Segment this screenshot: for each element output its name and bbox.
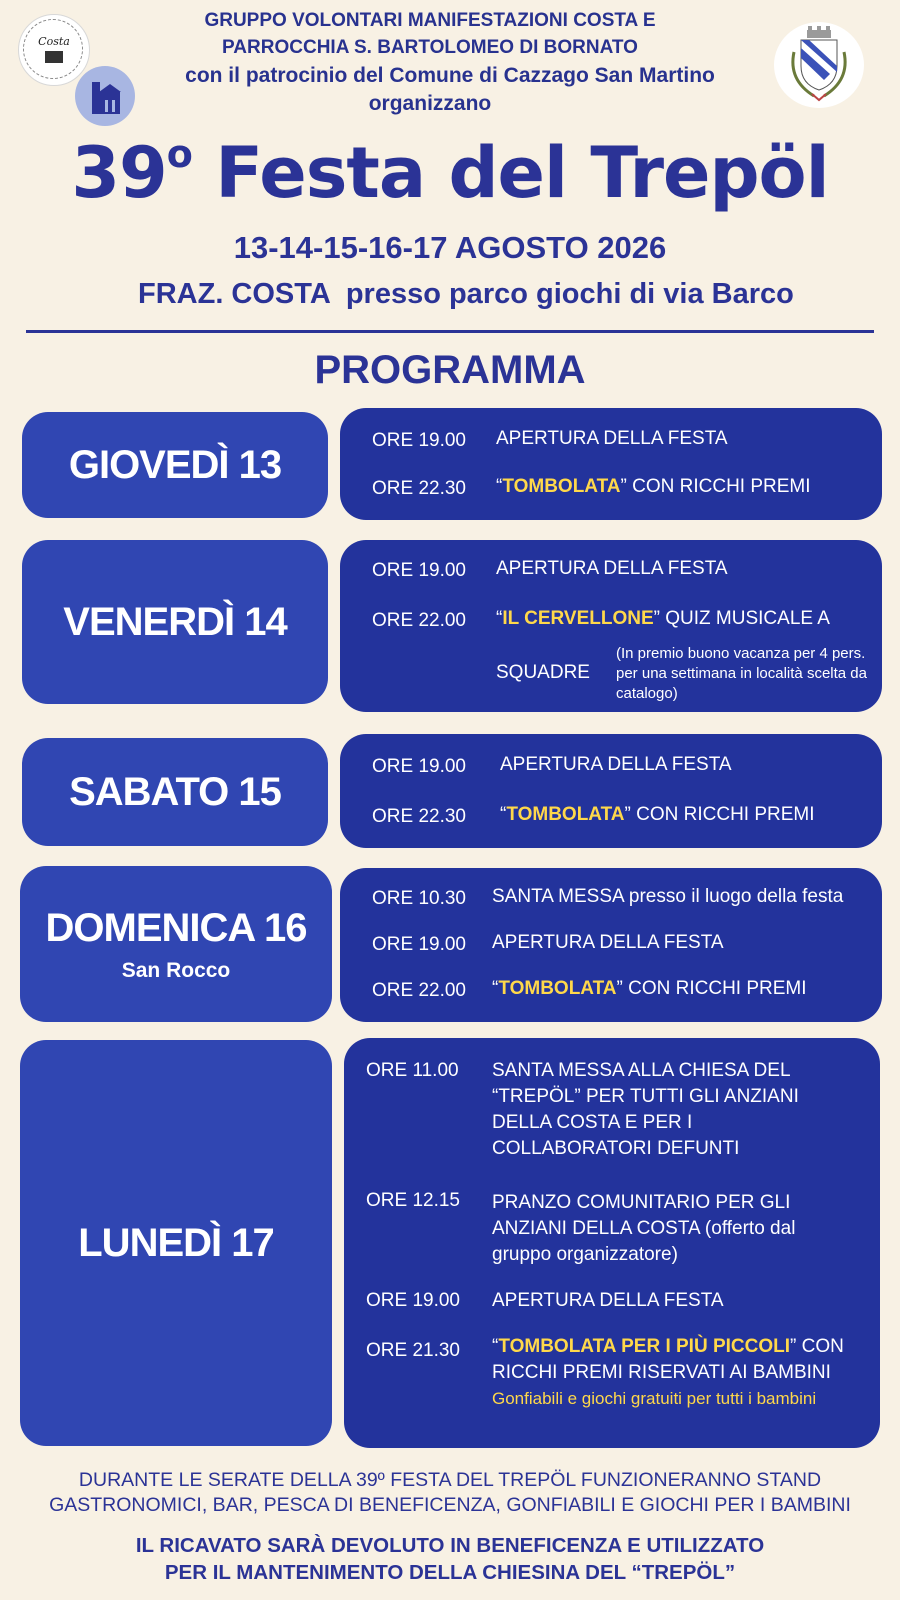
event-text: APERTURA DELLA FESTA [492, 932, 724, 953]
event-time: ORE 22.00 [372, 980, 466, 1001]
organizer-line-1: GRUPPO VOLONTARI MANIFESTAZIONI COSTA E [204, 10, 656, 31]
title-ordinal: o [166, 132, 192, 176]
events-box-giovedi [340, 408, 882, 520]
event-time: ORE 12.15 [366, 1190, 460, 1211]
footer-info: DURANTE LE SERATE DELLA 39º FESTA DEL TREPÖL FUNZIONERANNO STAND GASTRONOMICI, BAR, PESCA DI BENEFICENZA, GONFIABILI E GIOCHI PER I BAMBINI [49, 1469, 851, 1516]
event-time: ORE 19.00 [372, 430, 466, 451]
programma-heading: PROGRAMMA [314, 348, 586, 392]
highlight-tombolata: TOMBOLATA [506, 804, 625, 825]
event-time: ORE 19.00 [372, 934, 466, 955]
event-time: ORE 22.30 [372, 806, 466, 827]
organizzano-line: organizzano [368, 92, 492, 115]
day-box-domenica [20, 866, 332, 1022]
highlight-tombolata: TOMBOLATA [498, 1336, 616, 1357]
day-name: DOMENICA 16 [45, 905, 307, 950]
patronage-line: con il patrocinio del Comune di Cazzago San Martino [185, 64, 715, 87]
event-text: “IL CERVELLONE” QUIZ MUSICALE A [496, 608, 830, 629]
day-name: VENERDÌ 14 [63, 599, 287, 644]
event-text: APERTURA DELLA FESTA [492, 1290, 724, 1311]
footer-charity: IL RICAVATO SARÀ DEVOLUTO IN BENEFICENZA E UTILIZZATO PER IL MANTENIMENTO DELLA CHIESINA DEL “TREPÖL” [135, 1534, 765, 1584]
event-time: ORE 22.00 [372, 610, 466, 631]
title-text: Festa del Trepöl [215, 132, 829, 214]
event-time: ORE 22.30 [372, 478, 466, 499]
event-text: “TOMBOLATA” CON RICCHI PREMI [500, 804, 815, 825]
event-time: ORE 10.30 [372, 888, 466, 909]
events-box-venerdi [340, 540, 882, 712]
event-text: PRANZO COMUNITARIO PER GLI ANZIANI DELLA COSTA (offerto dal gruppo organizzatore) [492, 1192, 796, 1265]
event-place: FRAZ. COSTA presso parco giochi di via Barco [138, 278, 794, 310]
event-text: “TOMBOLATA” CON RICCHI PREMI [496, 476, 811, 497]
page-title [0, 132, 900, 214]
day-name: SABATO 15 [69, 769, 281, 814]
title-number: 39 [71, 132, 167, 214]
event-text: APERTURA DELLA FESTA [500, 754, 732, 775]
day-name: GIOVEDÌ 13 [68, 442, 282, 487]
organizer-line-2: PARROCCHIA S. BARTOLOMEO DI BORNATO [222, 37, 638, 58]
day-box-venerdi [22, 540, 328, 704]
event-text: SANTA MESSA ALLA CHIESA DEL “TREPÖL” PER TUTTI GLI ANZIANI DELLA COSTA E PER I COLLABORATORI DEFUNTI [492, 1060, 799, 1159]
event-time: ORE 19.00 [366, 1290, 460, 1311]
gonfiabili-note: Gonfiabili e giochi gratuiti per tutti i bambini [492, 1389, 817, 1408]
highlight-piccoli: PER I PIÙ PICCOLI [615, 1336, 791, 1357]
event-time: ORE 19.00 [372, 756, 466, 777]
day-box-giovedi [22, 412, 328, 518]
event-text: APERTURA DELLA FESTA [496, 428, 728, 449]
divider [26, 330, 874, 333]
event-dates: 13-14-15-16-17 AGOSTO 2026 [233, 230, 667, 265]
event-time: ORE 21.30 [366, 1340, 460, 1361]
event-text: SANTA MESSA presso il luogo della festa [492, 886, 844, 907]
highlight-tombolata: TOMBOLATA [502, 476, 621, 497]
highlight-tombolata: TOMBOLATA [498, 978, 617, 999]
events-box-sabato [340, 734, 882, 848]
day-box-sabato [22, 738, 328, 846]
highlight-cervellone: IL CERVELLONE [502, 608, 654, 629]
event-time: ORE 11.00 [366, 1060, 459, 1081]
event-text: “TOMBOLATA” CON RICCHI PREMI [492, 978, 807, 999]
prize-note: (In premio buono vacanza per 4 pers. per una settimana in località scelta da catalogo) [616, 645, 867, 702]
day-name: LUNEDÌ 17 [78, 1220, 274, 1265]
day-box-lunedi [20, 1040, 332, 1446]
event-text-continued: SQUADRE [496, 662, 590, 683]
logo-text: Costa [38, 35, 70, 48]
event-time: ORE 19.00 [372, 560, 466, 581]
event-text: APERTURA DELLA FESTA [496, 558, 728, 579]
day-subtitle: San Rocco [121, 958, 231, 982]
event-text: “TOMBOLATA PER I PIÙ PICCOLI” CON RICCHI PREMI RISERVATI AI BAMBINI Gonfiabili e giochi gratuiti per tutti i bambini [492, 1334, 844, 1412]
events-box-domenica [340, 868, 882, 1022]
events-box-lunedi [344, 1038, 880, 1448]
